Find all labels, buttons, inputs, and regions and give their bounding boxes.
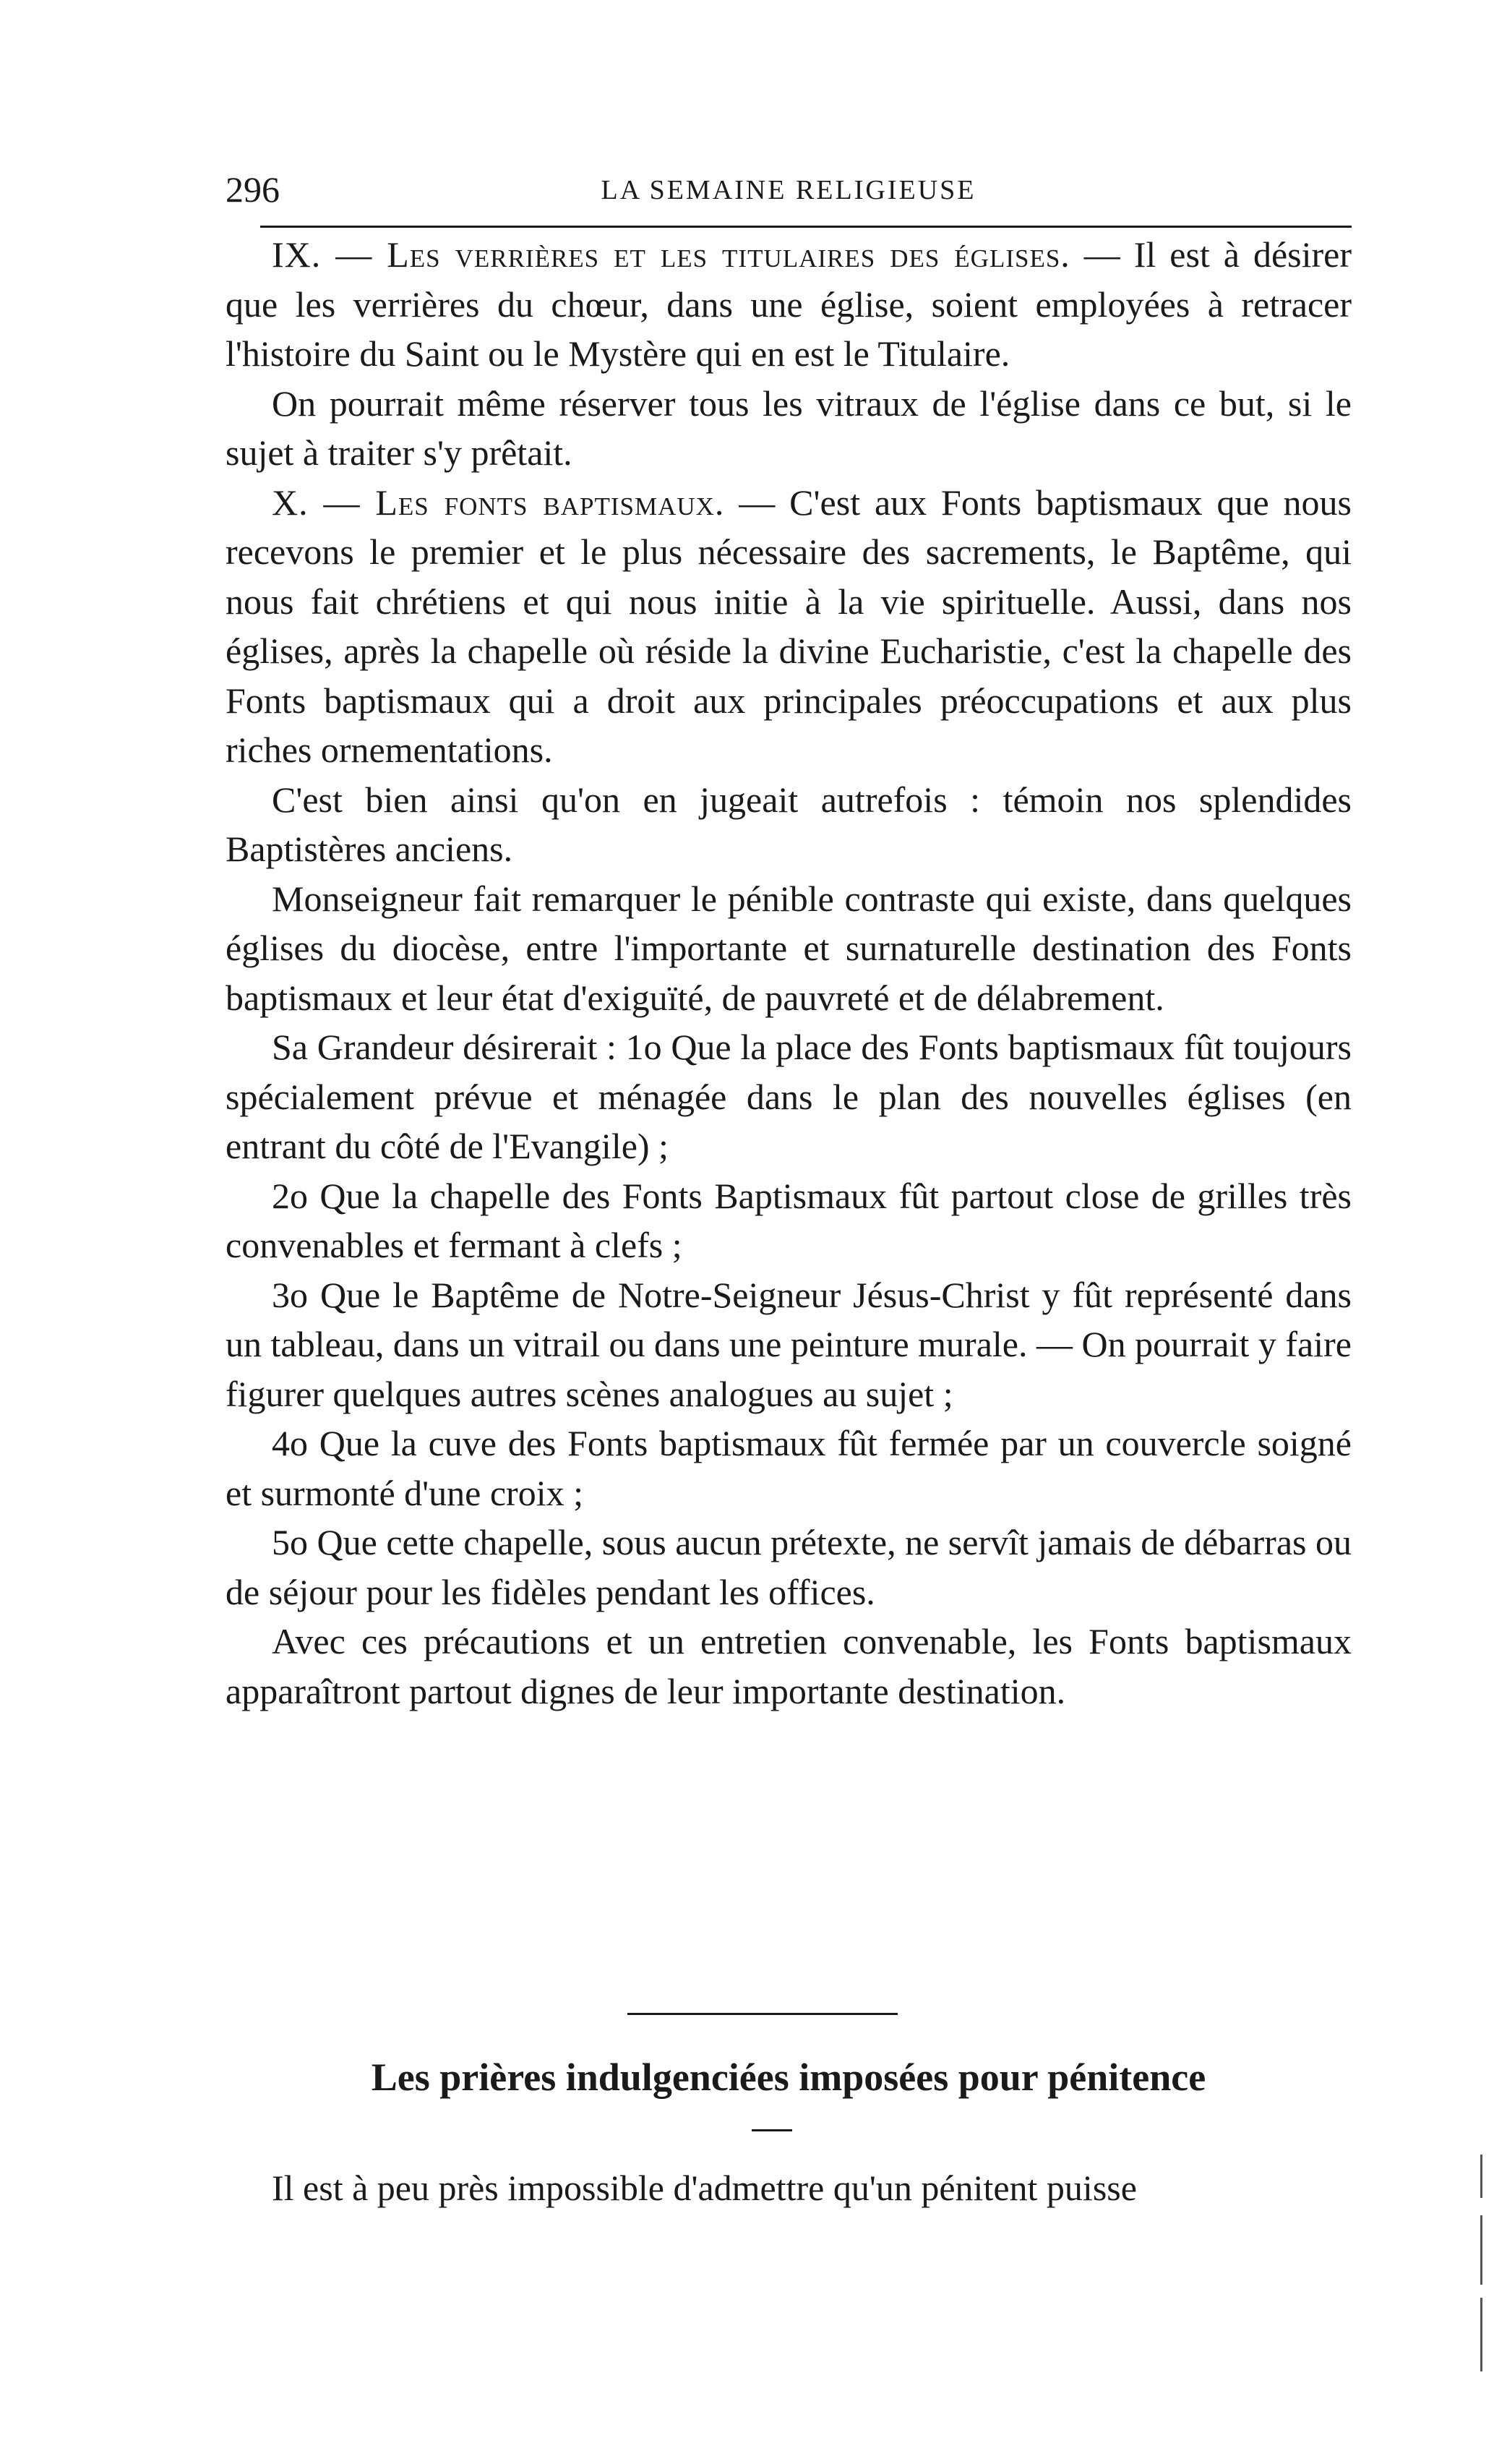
section-title: Les prières indulgenciées imposées pour pénitence (371, 2056, 1206, 2099)
paragraph-item-5 (226, 1518, 1352, 1617)
paragraph-text: C'est bien ainsi qu'on en jugeait autrefois : témoin nos splendides Baptistères anciens. (226, 779, 1352, 869)
header-rule (260, 226, 1352, 228)
article-body (226, 230, 1352, 1716)
page-edge-mark (1480, 2155, 1482, 2371)
paragraph-text: 5o Que cette chapelle, sous aucun prétexte, ne servît jamais de débarras ou de séjour pour les fidèles pendant les offices. (226, 1522, 1352, 1612)
paragraph-contraste (226, 874, 1352, 1023)
paragraph-item-1 (226, 1022, 1352, 1171)
paragraph-fonts (226, 478, 1352, 775)
paragraph-baptisteres (226, 775, 1352, 874)
paragraph-vitraux (226, 379, 1352, 478)
running-title: LA SEMAINE RELIGIEUSE (601, 175, 976, 205)
paragraph-verrieres (226, 230, 1352, 379)
paragraph-text: Avec ces précautions et un entretien convenable, les Fonts baptismaux apparaîtront partout dignes de leur importante destination. (226, 1621, 1352, 1711)
paragraph-text: Sa Grandeur désirerait : 1o Que la place des Fonts baptismaux fût toujours spécialement prévue et ménagée dans le plan des nouvelles églises (en entrant du côté de l'Evangile) ; (226, 1027, 1352, 1166)
title-dash (752, 2129, 792, 2131)
paragraph-text: On pourrait même réserver tous les vitraux de l'église dans ce but, si le sujet à traiter s'y prêtait. (226, 382, 1352, 473)
page-number: 296 (226, 169, 280, 210)
paragraph-text: 2o Que la chapelle des Fonts Baptismaux fût partout close de grilles très convenables et fermant à clefs ; (226, 1175, 1352, 1265)
paragraph-item-3 (226, 1270, 1352, 1419)
paragraph-text: — Il est à désirer que les verrières du chœur, dans une église, soient employées à retracer l'histoire du Saint ou le Mystère qui en est le Titulaire. (226, 234, 1352, 374)
section-first-line: Il est à peu près impossible d'admettre qu'un pénitent puisse (272, 2168, 1137, 2208)
paragraph-text: 3o Que le Baptême de Notre-Seigneur Jésus-Christ y fût représenté dans un tableau, dans un vitrail ou dans une peinture murale. — On pourrait y faire figurer quelques autres scènes analogues au sujet ; (226, 1274, 1352, 1414)
paragraph-item-2 (226, 1171, 1352, 1270)
paragraph-text: 4o Que la cuve des Fonts baptismaux fût fermée par un couvercle soigné et surmonté d'une croix ; (226, 1423, 1352, 1513)
paragraph-item-4 (226, 1419, 1352, 1518)
page-header (226, 168, 1352, 226)
section-separator-rule (627, 2013, 898, 2015)
section-heading-x: X. — Les fonts baptismaux. (272, 482, 725, 523)
paragraph-conclusion (226, 1617, 1352, 1716)
paragraph-text: Monseigneur fait remarquer le pénible contraste qui existe, dans quelques églises du diocèse, entre l'importante et surnaturelle destination des Fonts baptismaux et leur état d'exiguïté, de pauvreté et de délabrement. (226, 878, 1352, 1018)
paragraph-text: — C'est aux Fonts baptismaux que nous recevons le premier et le plus nécessaire des sacrements, le Baptême, qui nous fait chrétiens et qui nous initie à la vie spirituelle. Aussi, dans nos églises, après la chapelle où réside la divine Eucharistie, c'est la chapelle des Fonts baptismaux qui a droit aux principales préoccupations et aux plus riches ornementations. (226, 482, 1352, 770)
section-heading-ix: IX. — Les verrières et les titulaires des églises. (272, 234, 1070, 275)
